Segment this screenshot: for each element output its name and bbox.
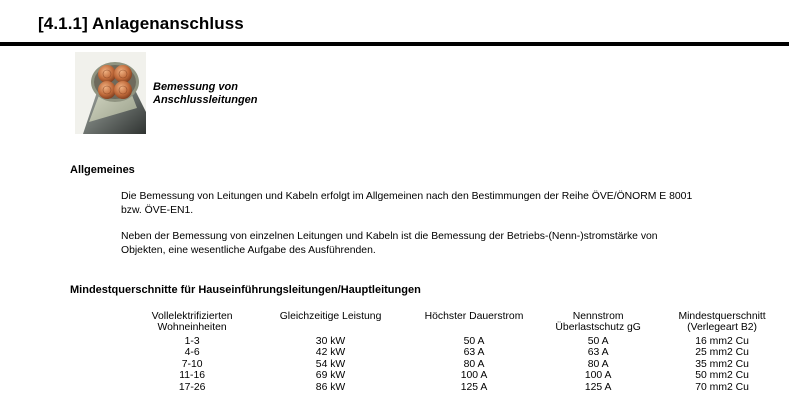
table-cell: 80 A [463, 358, 485, 370]
table-row [130, 370, 789, 381]
table-cell: 86 kW [315, 381, 346, 393]
table-cell: 100 A [584, 370, 612, 382]
paragraph-line: Die Bemessung von Leitungen und Kabeln erfolgt im Allgemeinen nach den Bestimmungen der Reihe ÖVE/ÖNORM E 8001 [121, 191, 693, 202]
table-row [130, 336, 789, 347]
table-cell: 50 A [463, 336, 485, 347]
table-row [130, 359, 789, 370]
table-cell: 54 kW [315, 358, 346, 370]
table-cell: 50 mm2 Cu [695, 370, 749, 382]
column-header-line: Vollelektrifizierten [151, 311, 233, 322]
column-header-nennstrom [541, 311, 655, 336]
table-cell: 30 kW [315, 336, 346, 347]
paragraph-line: Objekten, eine wesentliche Aufgabe des Ausführenden. [121, 244, 376, 256]
section-heading-mindestquerschnitte: Mindestquerschnitte für Hauseinführungsleitungen/Hauptleitungen [70, 284, 421, 296]
paragraph-line: Neben der Bemessung von einzelnen Leitungen und Kabeln ist die Bemessung der Betriebs-(Nenn-)stromstärke von [121, 231, 658, 242]
table-cell: 16 mm2 Cu [695, 336, 749, 347]
section-heading-allgemeines: Allgemeines [70, 164, 135, 176]
table-row [130, 347, 789, 358]
column-header-line: (Verlegeart B2) [687, 322, 758, 334]
table-cell: 1-3 [184, 336, 200, 347]
table-cell: 125 A [584, 381, 612, 393]
image-caption-line1: Bemessung von [153, 81, 238, 93]
column-header-querschnitt [655, 311, 789, 336]
image-caption [153, 81, 258, 107]
table-cell: 80 A [587, 358, 609, 370]
table-cell: 42 kW [315, 347, 346, 359]
column-header-line: Nennstrom [572, 311, 624, 322]
column-header-line: Wohneinheiten [157, 322, 227, 334]
cable-icon [75, 52, 146, 134]
table-cell: 25 mm2 Cu [695, 347, 749, 359]
column-header-dauerstrom [407, 311, 541, 336]
title-divider [0, 42, 789, 46]
table-cell: 11-16 [179, 370, 206, 382]
table-cell: 125 A [460, 381, 488, 393]
table-cell: 63 A [463, 347, 485, 359]
cable-cross-section-image [75, 52, 146, 134]
column-header-line: Mindestquerschnitt [678, 311, 766, 322]
table-cell: 50 A [587, 336, 609, 347]
image-caption-line2: Anschlussleitungen [153, 94, 258, 106]
table-cell: 4-6 [184, 347, 200, 359]
column-header-line: Gleichzeitige Leistung [279, 311, 382, 322]
paragraph-line: bzw. ÖVE-EN1. [121, 204, 194, 216]
column-header-wohneinheiten [130, 311, 254, 336]
cross-section-table [130, 311, 789, 393]
table-cell: 69 kW [315, 370, 346, 382]
table-cell: 17-26 [178, 381, 206, 393]
column-header-leistung [254, 311, 407, 336]
table-cell: 100 A [460, 370, 488, 382]
column-header-line: Überlastschutz gG [555, 322, 641, 334]
table-cell: 7-10 [181, 358, 203, 370]
table-header-row [130, 311, 789, 336]
table-cell: 70 mm2 Cu [695, 381, 749, 393]
table-row [130, 382, 789, 393]
table-cell: 35 mm2 Cu [695, 358, 749, 370]
paragraph-bemessung [121, 190, 741, 217]
paragraph-betriebsstrom [121, 230, 741, 257]
column-header-line: Höchster Dauerstrom [424, 311, 524, 322]
page-title: [4.1.1] Anlagenanschluss [38, 14, 244, 33]
table-cell: 63 A [587, 347, 609, 359]
